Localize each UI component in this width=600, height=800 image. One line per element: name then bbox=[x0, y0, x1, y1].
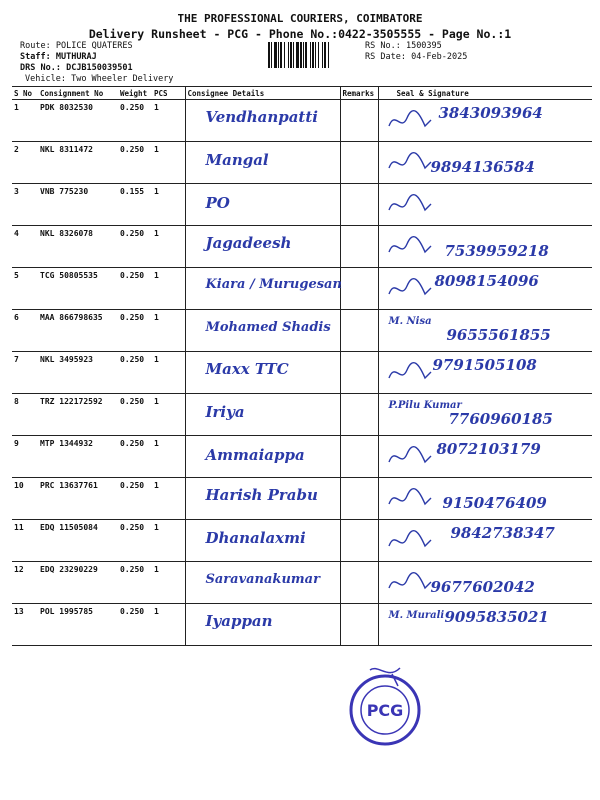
cell-pcs: 1 bbox=[152, 268, 185, 310]
cell-signature bbox=[378, 352, 592, 394]
cell-weight: 0.250 bbox=[118, 352, 152, 394]
cell-signature bbox=[378, 184, 592, 226]
handwritten-phone: 9677602042 bbox=[430, 578, 535, 596]
cell-pcs: 1 bbox=[152, 394, 185, 436]
signature-scribble bbox=[385, 526, 435, 556]
cell-remarks bbox=[340, 100, 378, 142]
cell-sno: 5 bbox=[12, 268, 38, 310]
cell-signature bbox=[378, 604, 592, 646]
cell-remarks bbox=[340, 520, 378, 562]
signature-scribble bbox=[385, 484, 435, 514]
cell-pcs: 1 bbox=[152, 226, 185, 268]
cell-signature bbox=[378, 394, 592, 436]
signature-scribble bbox=[385, 568, 435, 598]
handwritten-consignee: Vendhanpatti bbox=[205, 108, 318, 126]
cell-consignee bbox=[185, 562, 340, 604]
cell-sno: 3 bbox=[12, 184, 38, 226]
handwritten-phone: 9095835021 bbox=[444, 608, 549, 626]
cell-consignee bbox=[185, 100, 340, 142]
cell-remarks bbox=[340, 142, 378, 184]
cell-consignment-no: EDQ 23290229 bbox=[38, 562, 118, 604]
cell-pcs: 1 bbox=[152, 478, 185, 520]
cell-consignment-no: TCG 50805535 bbox=[38, 268, 118, 310]
staff-value: MUTHURAJ bbox=[55, 52, 97, 62]
runsheet-table bbox=[12, 86, 592, 646]
cell-signature bbox=[378, 226, 592, 268]
signature-scribble bbox=[385, 442, 435, 472]
cell-signature bbox=[378, 142, 592, 184]
handwritten-phone: 8098154096 bbox=[434, 272, 539, 290]
cell-weight: 0.250 bbox=[118, 268, 152, 310]
cell-pcs: 1 bbox=[152, 184, 185, 226]
handwritten-signature: M. Murali bbox=[388, 610, 445, 621]
rs-no-value: 1500395 bbox=[405, 41, 442, 51]
cell-sno: 13 bbox=[12, 604, 38, 646]
cell-consignee bbox=[185, 394, 340, 436]
drs-label: DRS No.: bbox=[20, 63, 61, 73]
table-header-row bbox=[12, 87, 592, 100]
cell-weight: 0.155 bbox=[118, 184, 152, 226]
col-header-weight: Weight bbox=[118, 87, 152, 100]
cell-weight: 0.250 bbox=[118, 310, 152, 352]
cell-pcs: 1 bbox=[152, 604, 185, 646]
table-row bbox=[12, 310, 592, 352]
col-header-remarks: Remarks bbox=[340, 87, 378, 100]
cell-signature bbox=[378, 478, 592, 520]
handwritten-consignee: Harish Prabu bbox=[205, 486, 318, 504]
cell-sno: 12 bbox=[12, 562, 38, 604]
handwritten-phone: 9842738347 bbox=[450, 524, 555, 542]
cell-consignment-no: POL 1995785 bbox=[38, 604, 118, 646]
col-header-consignee: Consignee Details bbox=[185, 87, 340, 100]
rs-date-label: RS Date: bbox=[365, 52, 406, 62]
handwritten-consignee: Iriya bbox=[205, 403, 245, 421]
drs-value: DCJB150039501 bbox=[66, 63, 133, 73]
cell-weight: 0.250 bbox=[118, 100, 152, 142]
drs-line bbox=[20, 63, 133, 73]
cell-remarks bbox=[340, 310, 378, 352]
cell-consignee bbox=[185, 352, 340, 394]
cell-weight: 0.250 bbox=[118, 436, 152, 478]
cell-consignee bbox=[185, 226, 340, 268]
staff-label: Staff: bbox=[20, 52, 51, 62]
handwritten-consignee: Mohamed Shadis bbox=[205, 320, 331, 335]
cell-consignee bbox=[185, 268, 340, 310]
cell-consignee bbox=[185, 520, 340, 562]
cell-consignee bbox=[185, 604, 340, 646]
cell-signature bbox=[378, 268, 592, 310]
col-header-sno: S No bbox=[12, 87, 38, 100]
handwritten-signature: M. Nisa bbox=[388, 316, 432, 327]
cell-sno: 2 bbox=[12, 142, 38, 184]
vehicle-label: Vehicle: bbox=[25, 74, 66, 84]
handwritten-consignee: Ammaiappa bbox=[205, 446, 305, 464]
cell-sno: 1 bbox=[12, 100, 38, 142]
company-title: THE PROFESSIONAL COURIERS, COIMBATORE bbox=[177, 12, 423, 25]
route-line bbox=[20, 41, 133, 51]
handwritten-consignee: Kiara / Murugesan bbox=[205, 277, 342, 292]
cell-sno: 10 bbox=[12, 478, 38, 520]
signature-scribble bbox=[385, 232, 435, 262]
handwritten-phone: 7539959218 bbox=[444, 242, 549, 260]
cell-consignment-no: PRC 13637761 bbox=[38, 478, 118, 520]
cell-weight: 0.250 bbox=[118, 562, 152, 604]
cell-remarks bbox=[340, 478, 378, 520]
cell-consignment-no: EDQ 11505084 bbox=[38, 520, 118, 562]
cell-consignment-no: PDK 8032530 bbox=[38, 100, 118, 142]
signature-scribble bbox=[385, 274, 435, 304]
cell-consignment-no: MAA 866798635 bbox=[38, 310, 118, 352]
handwritten-consignee: Jagadeesh bbox=[205, 234, 292, 252]
rs-no-label: RS No.: bbox=[365, 41, 401, 51]
handwritten-phone: 3843093964 bbox=[438, 104, 543, 122]
vehicle-value: Two Wheeler Delivery bbox=[71, 74, 174, 84]
table-row bbox=[12, 604, 592, 646]
handwritten-phone: 9791505108 bbox=[432, 356, 537, 374]
handwritten-phone: 9894136584 bbox=[430, 158, 535, 176]
cell-sno: 8 bbox=[12, 394, 38, 436]
rs-date-line bbox=[365, 52, 467, 62]
cell-pcs: 1 bbox=[152, 352, 185, 394]
table-row bbox=[12, 142, 592, 184]
handwritten-consignee: PO bbox=[205, 194, 230, 212]
vehicle-line bbox=[25, 74, 173, 84]
cell-consignment-no: NKL 3495923 bbox=[38, 352, 118, 394]
cell-pcs: 1 bbox=[152, 520, 185, 562]
cell-pcs: 1 bbox=[152, 436, 185, 478]
handwritten-phone: 8072103179 bbox=[436, 440, 541, 458]
cell-remarks bbox=[340, 436, 378, 478]
handwritten-consignee: Dhanalaxmi bbox=[205, 529, 306, 547]
col-header-consignment: Consignment No bbox=[38, 87, 118, 100]
handwritten-phone: 7760960185 bbox=[448, 410, 553, 428]
cell-consignee bbox=[185, 436, 340, 478]
runsheet-title: Delivery Runsheet - PCG - Phone No.:0422-3505555 - Page No.:1 bbox=[88, 27, 512, 41]
table-row bbox=[12, 100, 592, 142]
cell-signature bbox=[378, 310, 592, 352]
cell-pcs: 1 bbox=[152, 142, 185, 184]
rs-date-value: 04-Feb-2025 bbox=[411, 52, 468, 62]
cell-consignment-no: TRZ 122172592 bbox=[38, 394, 118, 436]
cell-sno: 7 bbox=[12, 352, 38, 394]
table-row bbox=[12, 520, 592, 562]
table-row bbox=[12, 436, 592, 478]
cell-weight: 0.250 bbox=[118, 478, 152, 520]
handwritten-signature: P.Pilu Kumar bbox=[388, 400, 462, 411]
cell-weight: 0.250 bbox=[118, 520, 152, 562]
cell-sno: 9 bbox=[12, 436, 38, 478]
table-row bbox=[12, 394, 592, 436]
cell-weight: 0.250 bbox=[118, 142, 152, 184]
cell-remarks bbox=[340, 352, 378, 394]
handwritten-consignee: Maxx TTC bbox=[205, 360, 289, 378]
table-row bbox=[12, 478, 592, 520]
cell-sno: 4 bbox=[12, 226, 38, 268]
signature-scribble bbox=[385, 148, 435, 178]
table-row bbox=[12, 562, 592, 604]
cell-remarks bbox=[340, 604, 378, 646]
cell-consignee bbox=[185, 310, 340, 352]
table-row bbox=[12, 226, 592, 268]
cell-remarks bbox=[340, 562, 378, 604]
cell-signature bbox=[378, 100, 592, 142]
col-header-pcs: PCS bbox=[152, 87, 185, 100]
route-value: POLICE QUATERES bbox=[55, 41, 133, 51]
cell-weight: 0.250 bbox=[118, 226, 152, 268]
cell-weight: 0.250 bbox=[118, 604, 152, 646]
signature-scribble bbox=[385, 106, 435, 136]
cell-consignee bbox=[185, 478, 340, 520]
cell-remarks bbox=[340, 184, 378, 226]
cell-remarks bbox=[340, 268, 378, 310]
cell-consignment-no: MTP 1344932 bbox=[38, 436, 118, 478]
cell-remarks bbox=[340, 394, 378, 436]
rs-no-line bbox=[365, 41, 442, 51]
cell-consignment-no: VNB 775230 bbox=[38, 184, 118, 226]
route-label: Route: bbox=[20, 41, 51, 51]
barcode-image bbox=[268, 42, 352, 68]
stamp-text: PCG bbox=[366, 701, 404, 720]
signature-scribble bbox=[385, 190, 435, 220]
cell-remarks bbox=[340, 226, 378, 268]
cell-consignee bbox=[185, 142, 340, 184]
cell-pcs: 1 bbox=[152, 310, 185, 352]
cell-sno: 6 bbox=[12, 310, 38, 352]
table-row bbox=[12, 352, 592, 394]
handwritten-consignee: Mangal bbox=[205, 151, 269, 169]
staff-line bbox=[20, 52, 97, 62]
cell-pcs: 1 bbox=[152, 562, 185, 604]
table-row bbox=[12, 184, 592, 226]
cell-consignee bbox=[185, 184, 340, 226]
cell-signature bbox=[378, 562, 592, 604]
handwritten-consignee: Saravanakumar bbox=[205, 572, 320, 587]
cell-consignment-no: NKL 8311472 bbox=[38, 142, 118, 184]
handwritten-phone: 9150476409 bbox=[442, 494, 547, 512]
cell-signature bbox=[378, 436, 592, 478]
cell-sno: 11 bbox=[12, 520, 38, 562]
signature-scribble bbox=[385, 358, 435, 388]
pcg-seal-stamp bbox=[340, 660, 430, 750]
handwritten-consignee: Iyappan bbox=[205, 612, 273, 630]
cell-weight: 0.250 bbox=[118, 394, 152, 436]
cell-pcs: 1 bbox=[152, 100, 185, 142]
cell-signature bbox=[378, 520, 592, 562]
handwritten-phone: 9655561855 bbox=[446, 326, 551, 344]
table-row bbox=[12, 268, 592, 310]
cell-consignment-no: NKL 8326078 bbox=[38, 226, 118, 268]
col-header-signature: Seal & Signature bbox=[378, 87, 592, 100]
